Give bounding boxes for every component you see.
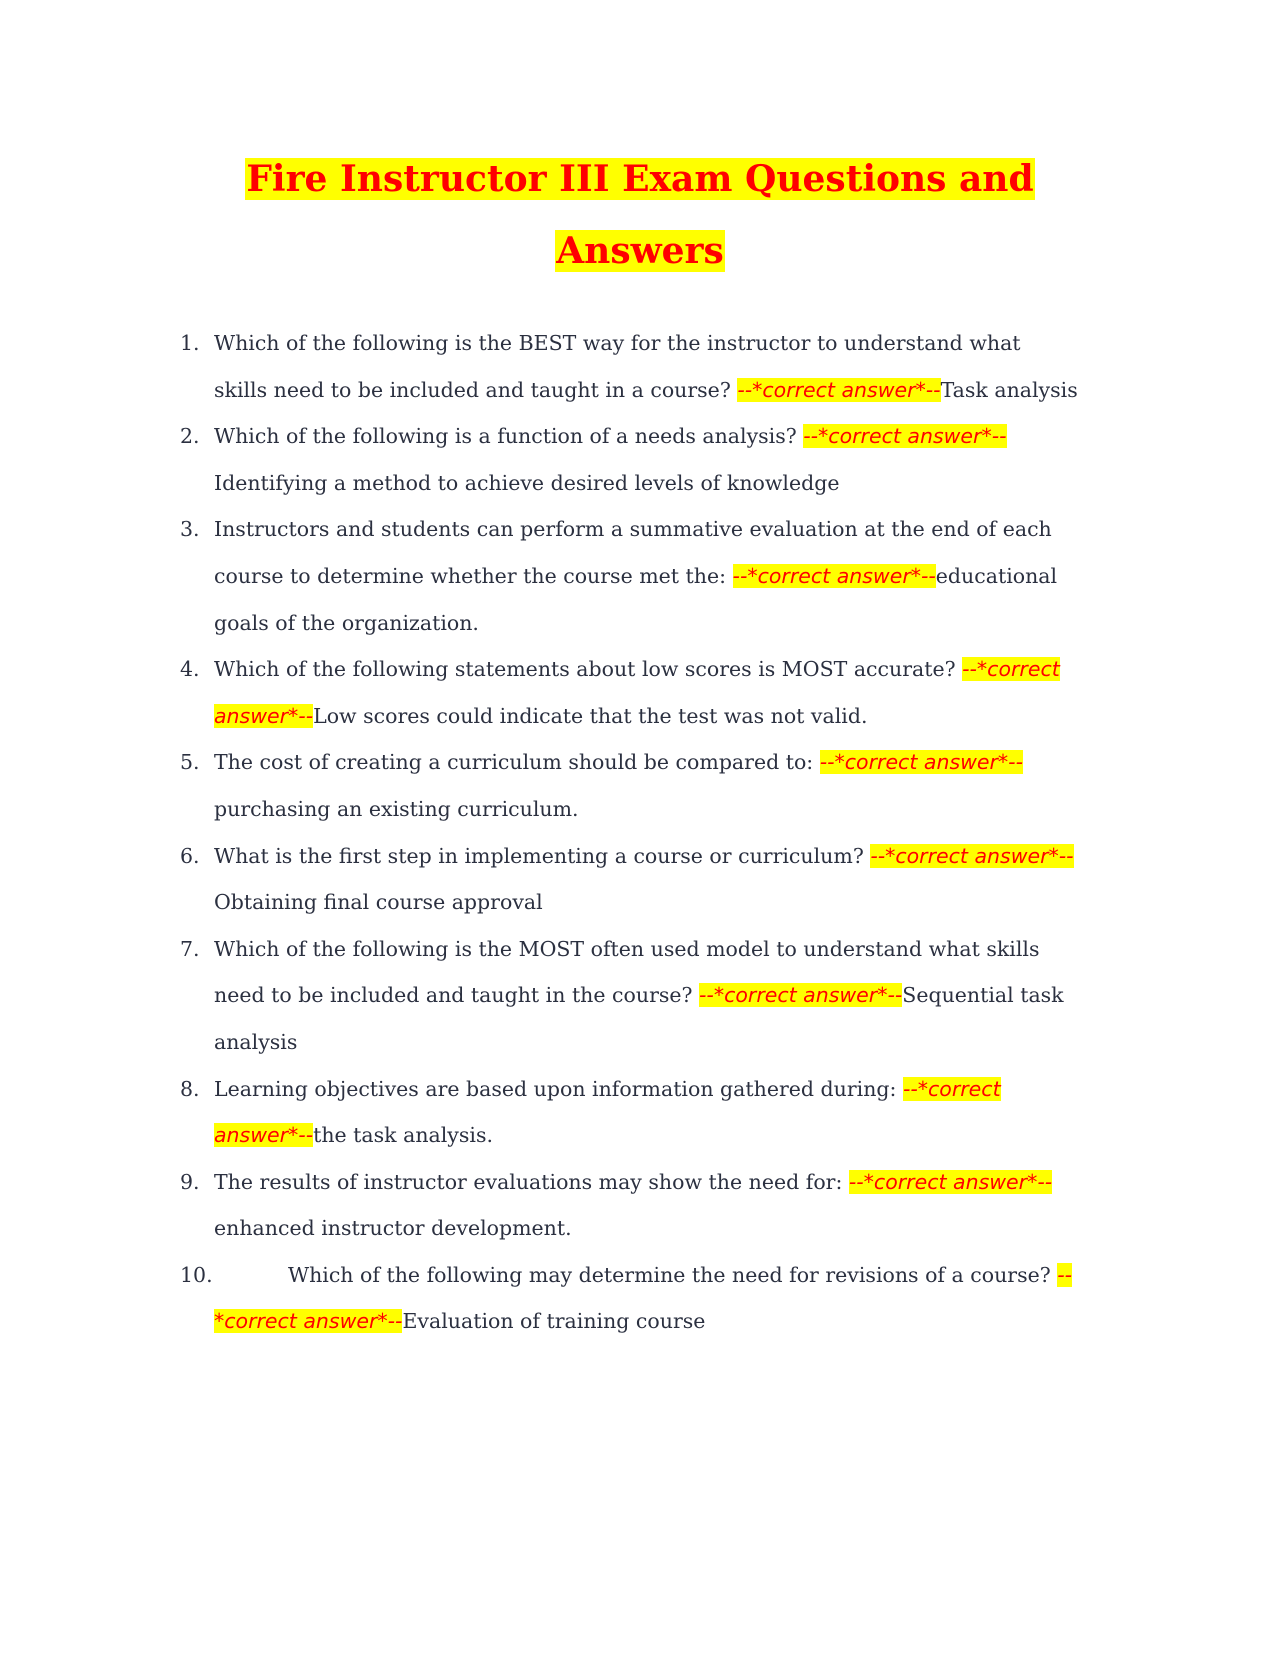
title-line-1: Fire Instructor III Exam Questions and [246, 158, 1034, 200]
answer-text: purchasing an existing curriculum. [214, 796, 579, 821]
answer-text: educational goals of the organization. [214, 563, 1058, 635]
question-item [180, 320, 1080, 413]
correct-answer-marker: --*correct answer*-- [848, 1169, 1053, 1194]
question-number: 4. [180, 657, 200, 682]
correct-answer-marker: --*correct answer*-- [699, 983, 903, 1008]
correct-answer-marker: --*correct answer*-- [214, 657, 1060, 728]
question-number: 10. [180, 1262, 213, 1287]
question-text: Which of the following is the BEST way for the instructor to understand what skills need to be included and taught in a course? [214, 331, 1021, 402]
document-title [0, 143, 1280, 287]
question-item [180, 1159, 1080, 1252]
answer-text: Sequential task analysis [214, 983, 1064, 1054]
question-item [180, 926, 1080, 1066]
question-text: Which of the following is a function of a needs analysis? [214, 424, 804, 449]
question-text: Which of the following is the MOST often used model to understand what skills need to be included and taught in the course? [214, 936, 1040, 1008]
question-item [180, 506, 1080, 646]
question-number: 7. [180, 936, 200, 961]
question-number: 9. [180, 1169, 200, 1194]
correct-answer-marker: --*correct answer*-- [214, 1076, 1001, 1148]
question-item [180, 1066, 1080, 1159]
question-text: Learning objectives are based upon information gathered during: [214, 1076, 903, 1101]
question-text: Which of the following may determine the need for revisions of a course? [288, 1262, 1058, 1287]
correct-answer-marker: --*correct answer*-- [737, 377, 941, 402]
question-text: What is the first step in implementing a course or curriculum? [214, 843, 871, 868]
correct-answer-marker: --*correct answer*-- [732, 563, 936, 588]
answer-text: the task analysis. [313, 1123, 493, 1148]
question-text: Which of the following statements about low scores is MOST accurate? [214, 657, 963, 682]
answer-text: Evaluation of training course [402, 1309, 706, 1334]
question-list [180, 320, 1080, 1345]
answer-text: enhanced instructor development. [214, 1216, 572, 1241]
question-item [180, 833, 1080, 926]
question-number: 1. [180, 331, 200, 355]
question-item [180, 646, 1080, 739]
correct-answer-marker: --*correct answer*-- [870, 843, 1074, 868]
question-text: The results of instructor evaluations may show the need for: [214, 1169, 849, 1194]
question-item [180, 413, 1080, 506]
question-item [180, 1252, 1080, 1345]
question-text: The cost of creating a curriculum should be compared to: [214, 750, 820, 775]
correct-answer-marker: --*correct answer*-- [214, 1262, 1073, 1334]
question-number: 2. [180, 424, 200, 449]
question-text: Instructors and students can perform a summative evaluation at the end of each course to determine whether the course met the: [214, 517, 1052, 588]
question-number: 8. [180, 1076, 200, 1101]
title-line-2: Answers [556, 230, 724, 272]
answer-text: Low scores could indicate that the test was not valid. [313, 703, 868, 728]
question-item [180, 739, 1080, 832]
answer-text: Obtaining final course approval [214, 890, 543, 915]
question-number: 5. [180, 750, 200, 775]
correct-answer-marker: --*correct answer*-- [819, 750, 1023, 775]
answer-text: Identifying a method to achieve desired levels of knowledge [214, 470, 840, 495]
answer-text: Task analysis [940, 377, 1078, 402]
question-number: 6. [180, 843, 200, 868]
correct-answer-marker: --*correct answer*-- [803, 424, 1007, 449]
question-number: 3. [180, 517, 200, 542]
